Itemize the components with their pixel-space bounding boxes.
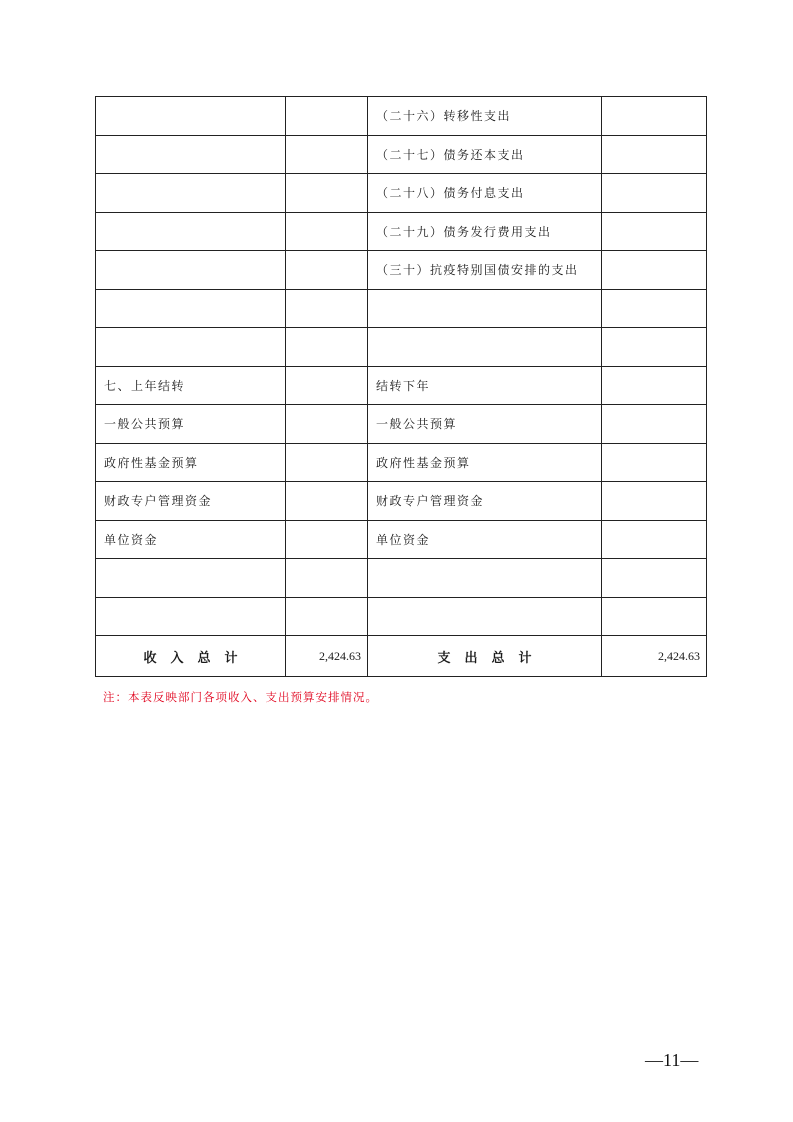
income-item-cell (96, 251, 286, 290)
expense-amount-cell (602, 289, 707, 328)
budget-table-container (95, 96, 707, 677)
expense-total-value: 2,424.63 (602, 636, 707, 677)
expense-item-cell (368, 559, 602, 598)
expense-item-cell: （二十六）转移性支出 (368, 97, 602, 136)
expense-amount-cell (602, 366, 707, 405)
expense-amount-cell (602, 559, 707, 598)
expense-amount-cell (602, 135, 707, 174)
income-item-cell: 财政专户管理资金 (96, 482, 286, 521)
income-item-cell (96, 597, 286, 636)
income-item-cell: 七、上年结转 (96, 366, 286, 405)
expense-amount-cell (602, 174, 707, 213)
income-amount-cell (286, 405, 368, 444)
table-row (96, 597, 707, 636)
income-total-label: 收入总计 (96, 636, 286, 677)
expense-amount-cell (602, 251, 707, 290)
table-row (96, 405, 707, 444)
expense-item-cell: （二十九）债务发行费用支出 (368, 212, 602, 251)
income-item-cell (96, 289, 286, 328)
table-row (96, 174, 707, 213)
income-item-cell: 一般公共预算 (96, 405, 286, 444)
budget-table (95, 96, 707, 677)
table-row (96, 443, 707, 482)
income-amount-cell (286, 366, 368, 405)
table-row (96, 135, 707, 174)
expense-item-cell: 政府性基金预算 (368, 443, 602, 482)
expense-item-cell: 结转下年 (368, 366, 602, 405)
income-item-cell (96, 174, 286, 213)
income-amount-cell (286, 520, 368, 559)
income-amount-cell (286, 135, 368, 174)
expense-amount-cell (602, 328, 707, 367)
expense-amount-cell (602, 482, 707, 521)
income-amount-cell (286, 443, 368, 482)
expense-item-cell: （三十）抗疫特别国债安排的支出 (368, 251, 602, 290)
expense-amount-cell (602, 212, 707, 251)
expense-total-label: 支出总计 (368, 636, 602, 677)
expense-item-cell: 一般公共预算 (368, 405, 602, 444)
table-row (96, 289, 707, 328)
income-item-cell (96, 328, 286, 367)
expense-item-cell (368, 289, 602, 328)
page-number: —11— (645, 1050, 699, 1070)
table-row (96, 559, 707, 598)
income-item-cell: 政府性基金预算 (96, 443, 286, 482)
income-amount-cell (286, 559, 368, 598)
expense-item-cell: （二十七）债务还本支出 (368, 135, 602, 174)
total-row (96, 636, 707, 677)
expense-item-cell: （二十八）债务付息支出 (368, 174, 602, 213)
expense-amount-cell (602, 520, 707, 559)
table-row (96, 520, 707, 559)
income-item-cell: 单位资金 (96, 520, 286, 559)
table-row (96, 97, 707, 136)
income-amount-cell (286, 482, 368, 521)
income-item-cell (96, 559, 286, 598)
expense-amount-cell (602, 405, 707, 444)
expense-amount-cell (602, 443, 707, 482)
table-row (96, 328, 707, 367)
expense-item-cell (368, 328, 602, 367)
income-amount-cell (286, 289, 368, 328)
income-item-cell (96, 135, 286, 174)
income-amount-cell (286, 328, 368, 367)
income-amount-cell (286, 212, 368, 251)
income-amount-cell (286, 174, 368, 213)
table-body (96, 97, 707, 636)
table-row (96, 212, 707, 251)
expense-item-cell: 单位资金 (368, 520, 602, 559)
income-amount-cell (286, 97, 368, 136)
income-total-value: 2,424.63 (286, 636, 368, 677)
income-amount-cell (286, 597, 368, 636)
table-row (96, 482, 707, 521)
expense-item-cell: 财政专户管理资金 (368, 482, 602, 521)
table-row (96, 251, 707, 290)
expense-amount-cell (602, 597, 707, 636)
expense-item-cell (368, 597, 602, 636)
expense-amount-cell (602, 97, 707, 136)
income-item-cell (96, 97, 286, 136)
table-row (96, 366, 707, 405)
table-note: 注：本表反映部门各项收入、支出预算安排情况。 (103, 690, 378, 704)
income-item-cell (96, 212, 286, 251)
income-amount-cell (286, 251, 368, 290)
